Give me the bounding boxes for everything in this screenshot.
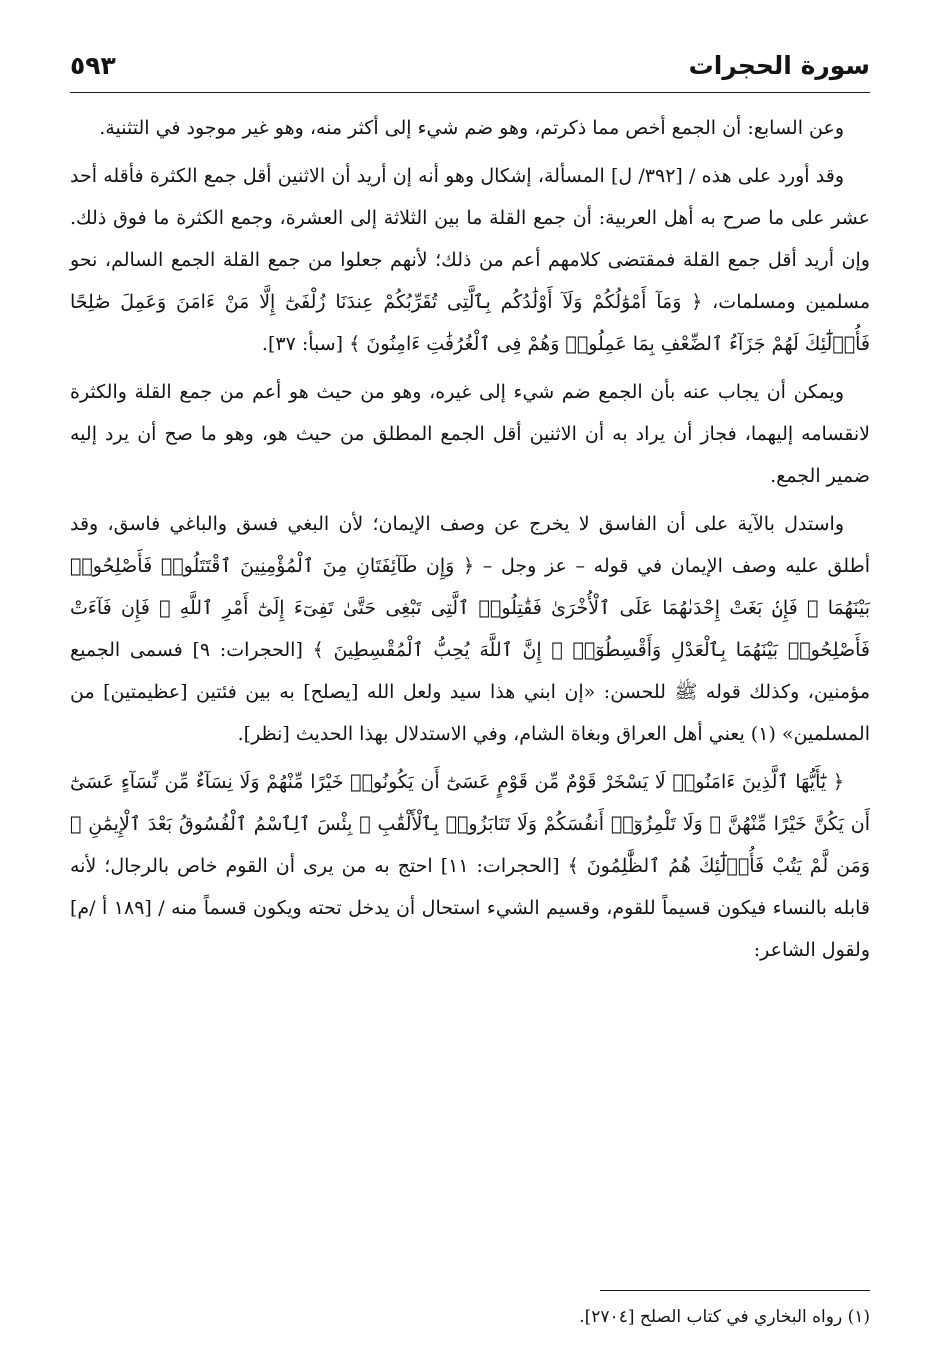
book-page xyxy=(70,40,870,1330)
paragraph-answer: ويمكن أن يجاب عنه بأن الجمع ضم شيء إلى غيره، وهو من حيث هو أعم من جمع القلة والكثرة لانقسامه إليهما، فجاز أن يراد به أن الاثنين أقل الجمع المطلق من حيث هو، وهو ما صح أن يرد إليه ضمير الجمع. xyxy=(70,381,870,487)
page-number: ٥٩٣ xyxy=(70,51,116,80)
page-body xyxy=(70,93,870,971)
paragraph-objection: وقد أورد على هذه / [٣٩٢/ ل] المسألة، إشكال وهو أنه إن أريد أن الاثنين أقل جمع الكثرة فأقله أحد عشر على ما صرح به أهل العربية: أن جمع القلة ما بين الثلاثة إلى العشرة، وجمع الكثرة ما فوق ذلك. وإن أريد أقل جمع القلة فمقتضى كلامهم أعم من ذلك؛ لأنهم جعلوا من جمع القلة الجمع السالم، نحو مسلمين ومسلمات، ﴿ وَمَآ أَمْوَٰلُكُمْ وَلَآ أَوْلَٰدُكُم بِٱلَّتِى تُقَرِّبُكُمْ عِندَنَا زُلْفَىٰٓ إِلَّا مَنْ ءَامَنَ وَعَمِلَ صَٰلِحًا فَأُو۟لَٰٓئِكَ لَهُمْ جَزَآءُ ٱلضِّعْفِ بِمَا عَمِلُوا۟ وَهُمْ فِى ٱلْغُرُفَٰتِ ءَامِنُونَ ﴾ [سبأ: ٣٧]. xyxy=(70,165,870,355)
page-header xyxy=(70,40,870,93)
footnote: (١) رواه البخاري في كتاب الصلح [٢٧٠٤]. xyxy=(579,1307,870,1327)
paragraph-fasiq-argument: واستدل بالآية على أن الفاسق لا يخرج عن وصف الإيمان؛ لأن البغي فسق والباغي فاسق، وقد أطلق عليه وصف الإيمان في قوله – عز وجل – ﴿ وَإِن طَآئِفَتَانِ مِنَ ٱلْمُؤْمِنِينَ ٱقْتَتَلُوا۟ فَأَصْلِحُوا۟ بَيْنَهُمَا ۖ فَإِنۢ بَغَتْ إِحْدَىٰهُمَا عَلَى ٱلْأُخْرَىٰ فَقَٰتِلُوا۟ ٱلَّتِى تَبْغِى حَتَّىٰ تَفِىٓءَ إِلَىٰٓ أَمْرِ ٱللَّهِ ۚ فَإِن فَآءَتْ فَأَصْلِحُوا۟ بَيْنَهُمَا بِٱلْعَدْلِ وَأَقْسِطُوٓا۟ ۖ إِنَّ ٱللَّهَ يُحِبُّ ٱلْمُقْسِطِينَ ﴾ [الحجرات: ٩] فسمى الجميع مؤمنين، وكذلك قوله ﷺ للحسن: «إن ابني هذا سيد ولعل الله [يصلح] به بين فئتين [عظيمتين] من المسلمين» (١) يعني أهل العراق وبغاة الشام، وفي الاستدلال بهذا الحديث [نظر]. xyxy=(70,513,870,745)
paragraph-seventh-answer: وعن السابع: أن الجمع أخص مما ذكرتم، وهو ضم شيء إلى أكثر منه، وهو غير موجود في التثنية. xyxy=(99,117,844,139)
paragraph-verse-11: ﴿ يَٰٓأَيُّهَا ٱلَّذِينَ ءَامَنُوا۟ لَا يَسْخَرْ قَوْمٌ مِّن قَوْمٍ عَسَىٰٓ أَن يَكُونُوا۟ خَيْرًا مِّنْهُمْ وَلَا نِسَآءٌ مِّن نِّسَآءٍ عَسَىٰٓ أَن يَكُنَّ خَيْرًا مِّنْهُنَّ ۖ وَلَا تَلْمِزُوٓا۟ أَنفُسَكُمْ وَلَا تَنَابَزُوا۟ بِٱلْأَلْقَٰبِ ۖ بِئْسَ ٱلِٱسْمُ ٱلْفُسُوقُ بَعْدَ ٱلْإِيمَٰنِ ۚ وَمَن لَّمْ يَتُبْ فَأُو۟لَٰٓئِكَ هُمُ ٱلظَّٰلِمُونَ ﴾ [الحجرات: ١١] احتج به من يرى أن القوم خاص بالرجال؛ لأنه قابله بالنساء فيكون قسيماً للقوم، وقسيم الشيء استحال أن يدخل تحته ويكون قسماً منه / [١٨٩ أ /م] ولقول الشاعر: xyxy=(70,771,871,961)
footnote-separator xyxy=(600,1290,870,1291)
surah-title: سورة الحجرات xyxy=(688,51,870,80)
